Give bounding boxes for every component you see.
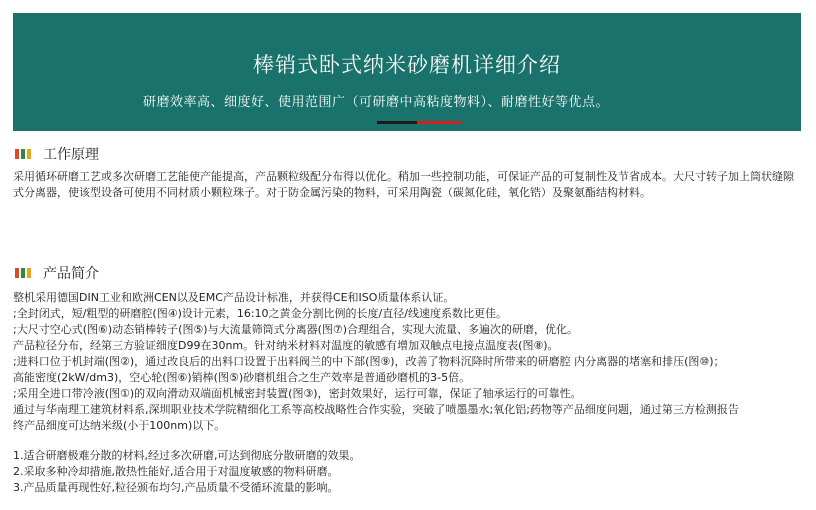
banner-underline-dark	[377, 121, 417, 124]
banner-subtitle: 研磨效率高、细度好、使用范围广（可研磨中高粘度物料）、耐磨性好等优点。	[143, 95, 610, 110]
section-marker-icon	[15, 268, 31, 278]
intro-line: 产品粒径分布，经第三方验证细度D99在30nm。针对纳米材料对温度的敏感有增加双触点电接点温度表(图⑧)。	[13, 339, 559, 352]
intro-line: ;全封闭式，短/粗型的研磨腔(图④)设计元素，16:10之黄金分割比例的长度/直径/线速度系数比更佳。	[13, 307, 507, 320]
header-banner	[13, 13, 801, 131]
intro-lines	[13, 290, 803, 434]
intro-line: 终产品细度可达纳米级(小于100nm)以下。	[13, 419, 226, 432]
feature-list	[13, 448, 803, 496]
intro-line: 整机采用德国DIN工业和欧洲CEN以及EMC产品设计标准，并获得CE和ISO质量体系认证。	[13, 291, 455, 304]
intro-line: 高能密度(2kW/dm3)，空心轮(图⑥)销棒(图⑤)砂磨机组合之生产效率是普通砂磨机的3-5倍。	[13, 371, 471, 384]
section-title-principle: 工作原理	[43, 147, 99, 163]
intro-line: ;进料口位于机封端(图②)，通过改良后的出料口设置于出料阀兰的中下部(图⑨)，改善了物料沉降时所带来的研磨腔 内分离器的堵塞和排压(图⑩)；	[13, 355, 725, 368]
intro-line: ;采用全进口带冷液(图①)的双向滑动双端面机械密封装置(图③)，密封效果好，运行可靠，保证了轴承运行的可靠性。	[13, 387, 582, 400]
feature-item: 3.产品质量再现性好,粒径颁布均匀,产品质量不受循环流量的影响。	[13, 481, 339, 494]
section-header-intro	[15, 263, 99, 283]
principle-paragraph: 采用循环研磨工艺或多次研磨工艺能使产能提高，产品颗粒级配分布得以优化。稍加一些控制功能，可保证产品的可复制性及节省成本。大尺寸转子加上筒状缝隙式分离器，使该型设备可使用不同材质小颗粒珠子。对于防金属污染的物料，可采用陶瓷（碳氮化硅，氧化锆）及聚氨酯结构材料。	[13, 170, 794, 199]
section-header-principle	[15, 144, 99, 164]
section-marker-icon	[15, 149, 31, 159]
intro-line: 通过与华南理工建筑材料系,深圳职业技术学院精细化工系等高校战略性合作实验，突破了喷墨墨水;氧化铝;药物等产品细度问题，通过第三方检测报告	[13, 403, 739, 416]
section-title-intro: 产品简介	[43, 266, 99, 282]
feature-item: 2.采取多种冷却措施,散热性能好,适合用于对温度敏感的物料研磨。	[13, 465, 339, 478]
intro-line: ;大尺寸空心式(图⑥)动态销棒转子(图⑤)与大流量筛筒式分离器(图⑦)合理组合，实现大流量、多遍次的研磨，优化。	[13, 323, 579, 336]
banner-title: 棒销式卧式纳米砂磨机详细介绍	[253, 53, 561, 77]
feature-item: 1.适合研磨极难分散的材料,经过多次研磨,可达到彻底分散研磨的效果。	[13, 449, 361, 462]
banner-underline-red	[417, 121, 461, 124]
